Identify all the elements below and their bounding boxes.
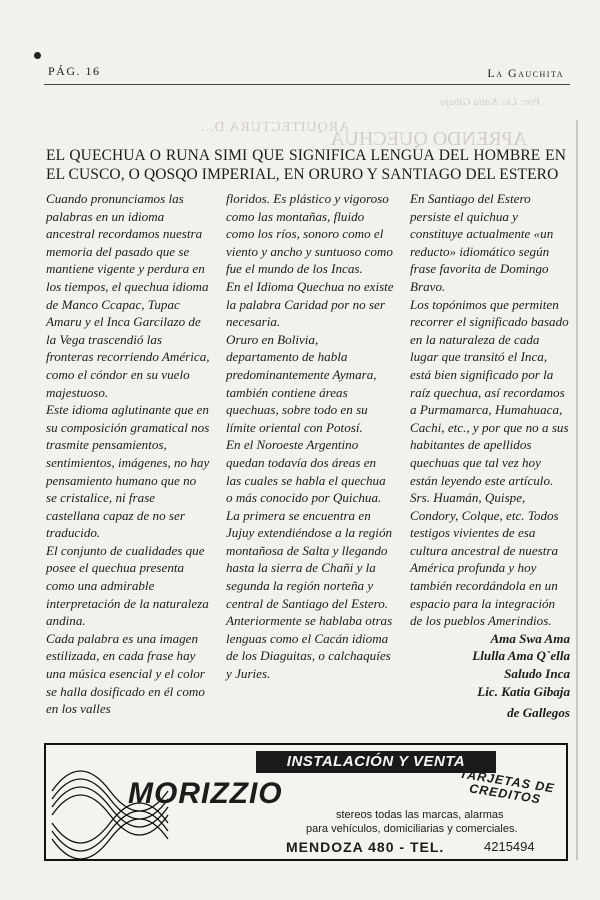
- paragraph: floridos. Es plástico y vigoroso como las montañas, fluido como los ríos, sonoro como el viento y ancho y suntuoso como fue el mundo de los Incas.: [226, 191, 393, 277]
- article-column-3: [410, 190, 570, 722]
- signature-line: Saludo Inca: [504, 666, 570, 682]
- article-column-2: [226, 190, 394, 683]
- header-rule: [44, 84, 570, 85]
- paragraph: La primera se encuentra en Jujuy extendiéndose a la región montañosa de Salta y llegando hasta la sierra de Chañi y la segunda la región norteña y central de Santiago del Estero.: [226, 507, 393, 611]
- morizzio-advertisement: [44, 743, 568, 861]
- bleed-through-author: Por: Lic. Katia Gibaja: [439, 96, 540, 108]
- paragraph: En el Idioma Quechua no existe la palabra Caridad por no ser necesaria.: [226, 278, 394, 330]
- paragraph: Este idioma aglutinante que en su composición gramatical nos trasmite pensamientos, sentimientos, imágenes, no hay pensamiento humano que no se cristalice, ni frase castellana capaz de no ser traducido.: [46, 402, 210, 541]
- paragraph: El conjunto de cualidades que posee el quechua presenta como una admirable interpretación de la naturaleza andina.: [46, 542, 209, 629]
- publication-name: La Gauchita: [487, 66, 564, 80]
- ad-address: MENDOZA 480 - TEL.: [286, 839, 445, 855]
- paragraph: En el Noroeste Argentino quedan todavía dos áreas en las cuales se habla el quechua o más conocido por Quichua.: [226, 437, 386, 506]
- author-name: Lic. Katia Gibaja: [477, 683, 570, 699]
- paragraph: Los topónimos que permiten recorrer el significado basado en la naturaleza de cada lugar que transitó el Inca, está bien significado por la raíz quechua, así recordamos a Purmamarca, Humahuaca, Cachi, etc., y por que no a sus habitantes de apellidos quechuas que tal vez hoy están leyendo este artículo. Srs. Huamán, Quispe, Condory, Colque, etc. Todos testigos vivientes de esa cultura ancestral de nuestra América profunda y hoy también recordándola en un espacio para la integración de los pueblos Amerindios.: [410, 296, 569, 629]
- article-title: EL QUECHUA O RUNA SIMI QUE SIGNIFICA LENGUA DEL HOMBRE EN EL CUSCO, O QOSQO IMPERIAL, EN ORURO Y SANTIAGO DEL ESTERO: [46, 147, 566, 183]
- author-surname: de Gallegos: [507, 705, 570, 721]
- signature-line: Ama Swa Ama: [490, 630, 570, 646]
- signature-line: Llulla Ama Q`ella: [472, 648, 570, 664]
- bleed-through-small: ARQUITECTURA D...: [200, 120, 350, 135]
- ad-phone: 4215494: [484, 839, 535, 854]
- paragraph: Anteriormente se hablaba otras lenguas como el Cacán idioma de los Diaguitas, o calchaquíes y Juries.: [226, 613, 393, 682]
- article-column-1: [46, 190, 210, 718]
- page-number: PÁG. 16: [48, 64, 101, 78]
- bleed-through-title: APRENDO QUECHUA: [330, 128, 528, 150]
- page-edge: [576, 120, 578, 860]
- paragraph: Cuando pronunciamos las palabras en un idioma ancestral recordamos nuestra memoria del pasado que se mantiene vigente y perdura en los tiempos, el quechua idioma de Manco Ccapac, Tupac Amaru y el Inca Garcilazo de la Vega trascendió las fronteras recorriendo América, como el cóndor en su vuelo majestuoso.: [46, 191, 210, 400]
- paragraph: Cada palabra es una imagen estilizada, en cada frase hay una música esencial y el color se halla dosificado en él como en los valles: [46, 630, 205, 717]
- ad-text-line-2: para vehículos, domiciliarias y comerciales.: [306, 823, 518, 835]
- ad-text-line-1: stereos todas las marcas, alarmas: [336, 809, 504, 821]
- credit-cards-label: TARJETAS DE CREDITOS: [458, 766, 556, 807]
- brand-name: MORIZZIO: [128, 777, 283, 810]
- binding-hole: [34, 52, 41, 59]
- paragraph: En Santiago del Estero persiste el quichua y constituye actualmente «un reducto» idiomático según frase favorita de Domingo Bravo.: [410, 191, 554, 294]
- installation-banner: INSTALACIÓN Y VENTA: [256, 751, 496, 773]
- paragraph: Oruro en Bolivia, departamento de habla predominantemente Aymara, también contiene áreas quechuas, sobre todo en su límite oriental con Potosí.: [226, 331, 377, 435]
